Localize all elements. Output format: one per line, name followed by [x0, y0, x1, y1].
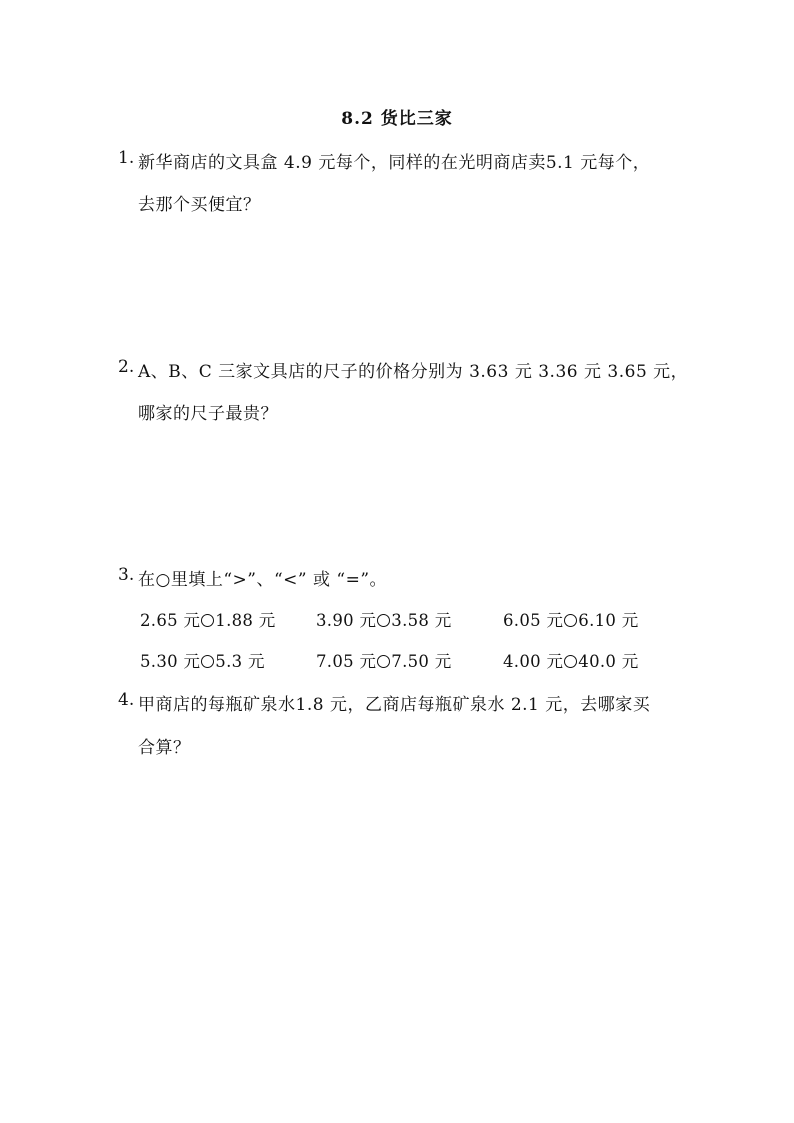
q3-item-left: 6.05 元 — [503, 611, 564, 630]
q4-number: 4. — [118, 690, 135, 710]
answer-circle-icon[interactable] — [377, 655, 390, 668]
q3-comparison-item — [503, 607, 639, 631]
q3-comparison-item — [503, 648, 639, 672]
answer-circle-icon[interactable] — [564, 614, 577, 627]
q4-text-line2: 合算？ — [138, 738, 191, 758]
answer-circle-icon[interactable] — [201, 614, 214, 627]
q3-item-left: 7.05 元 — [316, 652, 377, 671]
q2-text-line1: A、B、C 三家文具店的尺子的价格分别为 3.63 元 3.36 元 3.65 元， — [138, 362, 689, 382]
q3-comparison-item — [140, 607, 276, 631]
page-title: 8.2 货比三家 — [341, 109, 453, 129]
q3-item-right: 6.10 元 — [578, 611, 639, 630]
answer-circle-icon[interactable] — [377, 614, 390, 627]
q3-number: 3. — [118, 565, 135, 585]
q1-text-line1: 新华商店的文具盒 4.9 元每个，同样的在光明商店卖5.1 元每个， — [138, 153, 651, 173]
q3-comparison-item — [316, 648, 452, 672]
q3-comparison-item — [316, 607, 452, 631]
answer-circle-icon[interactable] — [201, 655, 214, 668]
q3-item-left: 5.30 元 — [140, 652, 201, 671]
answer-circle-icon[interactable] — [564, 655, 577, 668]
q1-text-line2: 去那个买便宜？ — [138, 195, 261, 215]
q3-item-left: 4.00 元 — [503, 652, 564, 671]
q3-instruction: 在○里填上“>”、“<” 或 “=”。 — [138, 570, 388, 590]
q2-text-line2: 哪家的尺子最贵？ — [138, 404, 278, 424]
q3-item-right: 3.58 元 — [391, 611, 452, 630]
q3-comparison-item — [140, 648, 265, 672]
q3-item-left: 2.65 元 — [140, 611, 201, 630]
q1-number: 1. — [118, 148, 135, 168]
q3-item-right: 5.3 元 — [215, 652, 265, 671]
q3-item-right: 7.50 元 — [391, 652, 452, 671]
q3-item-right: 40.0 元 — [578, 652, 639, 671]
q2-number: 2. — [118, 357, 135, 377]
q3-item-right: 1.88 元 — [215, 611, 276, 630]
q3-item-left: 3.90 元 — [316, 611, 377, 630]
q4-text-line1: 甲商店的每瓶矿泉水1.8 元，乙商店每瓶矿泉水 2.1 元，去哪家买 — [138, 695, 651, 715]
